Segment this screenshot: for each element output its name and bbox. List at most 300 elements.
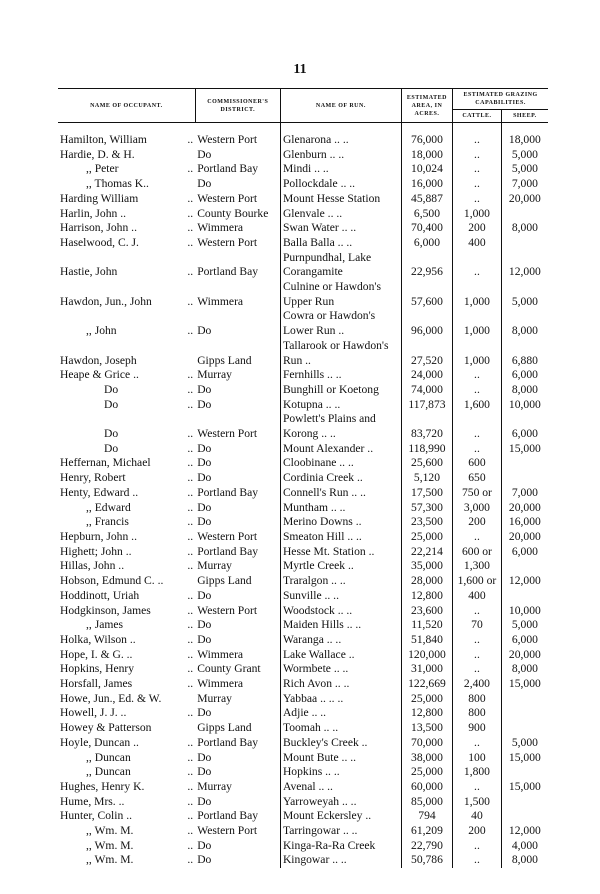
- occupant-cell: [58, 398, 195, 413]
- sheep-cell: 16,000: [501, 515, 548, 530]
- cattle-cell: ..: [453, 853, 502, 868]
- occupant-cell: [58, 368, 195, 383]
- district-cell: Portland Bay: [197, 162, 259, 176]
- district-cell: Do: [197, 500, 212, 514]
- leader-dots: ..: [187, 206, 194, 220]
- sheep-cell: 20,000: [501, 501, 548, 516]
- district-cell: Gipps Land: [197, 721, 252, 735]
- run-cell: Kotupna .. ..: [280, 398, 401, 413]
- area-cell: 18,000: [401, 148, 452, 163]
- occupant-name: Do: [104, 382, 119, 396]
- district-cell: Wimmera: [197, 221, 244, 235]
- occupants-table: [58, 88, 548, 868]
- run-cell: Rich Avon .. ..: [280, 677, 401, 692]
- occupant-cell: [58, 207, 195, 222]
- area-cell: 13,500: [401, 721, 452, 736]
- area-cell: 35,000: [401, 559, 452, 574]
- cattle-cell: 1,000: [453, 309, 502, 338]
- cattle-cell: 200: [453, 221, 502, 236]
- table-row: [58, 618, 548, 633]
- occupant-name: ,, John: [86, 324, 117, 338]
- cattle-cell: 2,400: [453, 677, 502, 692]
- sheep-cell: 12,000: [501, 824, 548, 839]
- occupant-name: Howell, J. J. ..: [60, 706, 127, 720]
- area-cell: 70,400: [401, 221, 452, 236]
- run-cell: Kinga-Ra-Ra Creek: [280, 839, 401, 854]
- area-cell: 118,990: [401, 442, 452, 457]
- table-row: [58, 192, 548, 207]
- area-cell: 57,600: [401, 280, 452, 309]
- run-cell: Cowra or Hawdon's Lower Run ..: [280, 309, 401, 338]
- table-row: [58, 604, 548, 619]
- sheep-cell: 8,000: [501, 383, 548, 398]
- run-cell: Mount Eckersley ..: [280, 809, 401, 824]
- sheep-cell: 7,000: [501, 486, 548, 501]
- occupant-name: Hoddinott, Uriah: [60, 588, 140, 602]
- table-row: [58, 751, 548, 766]
- leader-dots: ..: [187, 632, 194, 646]
- sheep-cell: 6,000: [501, 633, 548, 648]
- run-cell: Glenarona .. ..: [280, 123, 401, 148]
- run-cell: Mount Hesse Station: [280, 192, 401, 207]
- run-cell: Wormbete .. ..: [280, 662, 401, 677]
- occupant-cell: [58, 412, 195, 441]
- cattle-cell: ..: [453, 123, 502, 148]
- occupant-cell: [58, 824, 195, 839]
- sheep-cell: 5,000: [501, 736, 548, 751]
- area-cell: 120,000: [401, 648, 452, 663]
- district-cell: Portland Bay: [197, 544, 259, 558]
- table-row: [58, 471, 548, 486]
- occupant-name: ,, Wm. M.: [86, 838, 134, 852]
- table-row: [58, 530, 548, 545]
- district-cell: Gipps Land: [197, 353, 252, 367]
- district-cell: Do: [197, 397, 212, 411]
- occupant-cell: [58, 604, 195, 619]
- leader-dots: ..: [187, 647, 194, 661]
- table-row: [58, 123, 548, 148]
- area-cell: 85,000: [401, 795, 452, 810]
- occupant-cell: [58, 853, 195, 868]
- area-cell: 12,800: [401, 706, 452, 721]
- table-row: [58, 398, 548, 413]
- run-cell: Glenvale .. ..: [280, 207, 401, 222]
- leader-dots: ..: [187, 544, 194, 558]
- occupant-cell: [58, 309, 195, 338]
- district-cell: Do: [197, 471, 212, 485]
- occupant-cell: [58, 162, 195, 177]
- area-cell: 25,000: [401, 530, 452, 545]
- occupant-name: Hillas, John ..: [60, 559, 125, 573]
- sheep-cell: 20,000: [501, 192, 548, 207]
- run-cell: Bunghill or Koetong: [280, 383, 401, 398]
- cattle-cell: ..: [453, 177, 502, 192]
- area-cell: 11,520: [401, 618, 452, 633]
- leader-dots: ..: [187, 162, 194, 176]
- table-row: [58, 809, 548, 824]
- header-district: COMMISSIONER'S DISTRICT.: [195, 89, 280, 123]
- sheep-cell: 15,000: [501, 751, 548, 766]
- leader-dots: ..: [187, 765, 194, 779]
- run-cell: Kingowar .. ..: [280, 853, 401, 868]
- table-row: [58, 280, 548, 309]
- cattle-cell: 750 or: [453, 486, 502, 501]
- occupant-cell: [58, 662, 195, 677]
- occupant-name: ,, Wm. M.: [86, 853, 134, 867]
- occupant-name: ,, Francis: [86, 515, 129, 529]
- cattle-cell: 200: [453, 824, 502, 839]
- table-row: [58, 162, 548, 177]
- district-cell: Do: [197, 147, 212, 161]
- district-cell: Do: [197, 382, 212, 396]
- occupant-name: Horsfall, James: [60, 677, 133, 691]
- cattle-cell: 1,000: [453, 339, 502, 368]
- occupant-name: Hardie, D. & H.: [60, 147, 135, 161]
- cattle-cell: ..: [453, 368, 502, 383]
- table-body: [58, 123, 548, 869]
- table-row: [58, 853, 548, 868]
- leader-dots: ..: [187, 779, 194, 793]
- run-cell: Tarringowar .. ..: [280, 824, 401, 839]
- occupant-name: Heffernan, Michael: [60, 456, 151, 470]
- table-row: [58, 368, 548, 383]
- run-cell: Culnine or Hawdon's Upper Run: [280, 280, 401, 309]
- cattle-cell: 400: [453, 589, 502, 604]
- occupant-cell: [58, 177, 195, 192]
- run-cell: Connell's Run .. ..: [280, 486, 401, 501]
- area-cell: 22,956: [401, 251, 452, 280]
- cattle-cell: 1,000: [453, 207, 502, 222]
- sheep-cell: 20,000: [501, 530, 548, 545]
- table-row: [58, 207, 548, 222]
- occupant-cell: [58, 677, 195, 692]
- leader-dots: ..: [187, 191, 194, 205]
- sheep-cell: 5,000: [501, 148, 548, 163]
- area-cell: 23,600: [401, 604, 452, 619]
- district-cell: Do: [197, 588, 212, 602]
- occupant-cell: [58, 530, 195, 545]
- leader-dots: ..: [187, 515, 194, 529]
- sheep-cell: 15,000: [501, 677, 548, 692]
- occupant-name: Haselwood, C. J.: [60, 235, 139, 249]
- district-cell: Portland Bay: [197, 485, 259, 499]
- occupant-cell: [58, 339, 195, 368]
- sheep-cell: 5,000: [501, 280, 548, 309]
- occupant-name: ,, Duncan: [86, 750, 131, 764]
- sheep-cell: [501, 692, 548, 707]
- area-cell: 31,000: [401, 662, 452, 677]
- occupant-cell: [58, 442, 195, 457]
- occupant-cell: [58, 501, 195, 516]
- area-cell: 22,790: [401, 839, 452, 854]
- occupant-name: ,, Peter: [86, 162, 119, 176]
- district-cell: Do: [197, 177, 212, 191]
- district-cell: Do: [197, 618, 212, 632]
- district-cell: Western Port: [197, 529, 258, 543]
- sheep-cell: [501, 706, 548, 721]
- table-row: [58, 721, 548, 736]
- sheep-cell: 5,000: [501, 618, 548, 633]
- area-cell: 117,873: [401, 398, 452, 413]
- area-cell: 38,000: [401, 751, 452, 766]
- area-cell: 16,000: [401, 177, 452, 192]
- leader-dots: ..: [187, 235, 194, 249]
- district-cell: Murray: [197, 691, 232, 705]
- cattle-cell: ..: [453, 780, 502, 795]
- occupant-cell: [58, 486, 195, 501]
- sheep-cell: 6,000: [501, 412, 548, 441]
- run-cell: Yarroweyah .. ..: [280, 795, 401, 810]
- district-cell: Do: [197, 765, 212, 779]
- area-cell: 45,887: [401, 192, 452, 207]
- area-cell: 96,000: [401, 309, 452, 338]
- table-row: [58, 824, 548, 839]
- sheep-cell: 8,000: [501, 309, 548, 338]
- district-cell: Do: [197, 515, 212, 529]
- header-occupant: NAME OF OCCUPANT.: [58, 89, 195, 123]
- district-cell: Do: [197, 838, 212, 852]
- cattle-cell: 1,600 or: [453, 574, 502, 589]
- occupant-name: Harding William: [60, 191, 139, 205]
- cattle-cell: ..: [453, 662, 502, 677]
- sheep-cell: 18,000: [501, 123, 548, 148]
- run-cell: Glenburn .. ..: [280, 148, 401, 163]
- leader-dots: ..: [187, 824, 194, 838]
- occupant-cell: [58, 456, 195, 471]
- run-cell: Avenal .. ..: [280, 780, 401, 795]
- occupant-cell: [58, 192, 195, 207]
- cattle-cell: 100: [453, 751, 502, 766]
- table-row: [58, 236, 548, 251]
- leader-dots: ..: [187, 735, 194, 749]
- sheep-cell: [501, 795, 548, 810]
- district-cell: Do: [197, 853, 212, 867]
- area-cell: 25,000: [401, 765, 452, 780]
- district-cell: Do: [197, 632, 212, 646]
- occupant-cell: [58, 515, 195, 530]
- table-row: [58, 501, 548, 516]
- area-cell: 50,786: [401, 853, 452, 868]
- sheep-cell: [501, 456, 548, 471]
- occupant-cell: [58, 809, 195, 824]
- sheep-cell: 8,000: [501, 853, 548, 868]
- area-cell: 794: [401, 809, 452, 824]
- sheep-cell: [501, 765, 548, 780]
- run-cell: Hopkins .. ..: [280, 765, 401, 780]
- area-cell: 25,000: [401, 692, 452, 707]
- occupant-cell: [58, 251, 195, 280]
- run-cell: Smeaton Hill .. ..: [280, 530, 401, 545]
- sheep-cell: 6,000: [501, 368, 548, 383]
- occupant-cell: [58, 280, 195, 309]
- run-cell: Woodstock .. ..: [280, 604, 401, 619]
- cattle-cell: 1,600: [453, 398, 502, 413]
- run-cell: Hesse Mt. Station ..: [280, 545, 401, 560]
- leader-dots: ..: [187, 529, 194, 543]
- district-cell: Do: [197, 441, 212, 455]
- area-cell: 74,000: [401, 383, 452, 398]
- table-row: [58, 177, 548, 192]
- cattle-cell: ..: [453, 530, 502, 545]
- leader-dots: ..: [187, 603, 194, 617]
- leader-dots: ..: [187, 618, 194, 632]
- run-cell: Tallarook or Hawdon's Run ..: [280, 339, 401, 368]
- occupant-name: Hawdon, Jun., John: [60, 294, 152, 308]
- run-cell: Powlett's Plains and Korong .. ..: [280, 412, 401, 441]
- occupant-name: Highett; John ..: [60, 544, 132, 558]
- area-cell: 70,000: [401, 736, 452, 751]
- district-cell: Do: [197, 794, 212, 808]
- leader-dots: ..: [187, 809, 194, 823]
- table-row: [58, 780, 548, 795]
- occupant-name: Hawdon, Joseph: [60, 353, 137, 367]
- cattle-cell: ..: [453, 148, 502, 163]
- district-cell: Portland Bay: [197, 735, 259, 749]
- district-cell: Western Port: [197, 133, 258, 146]
- cattle-cell: 1,800: [453, 765, 502, 780]
- area-cell: 27,520: [401, 339, 452, 368]
- occupant-name: ,, Edward: [86, 500, 131, 514]
- occupant-name: Hodgkinson, James: [60, 603, 151, 617]
- leader-dots: ..: [187, 368, 194, 382]
- run-cell: Mount Bute .. ..: [280, 751, 401, 766]
- cattle-cell: 900: [453, 721, 502, 736]
- occupant-cell: [58, 706, 195, 721]
- sheep-cell: 10,000: [501, 604, 548, 619]
- run-cell: Toomah .. ..: [280, 721, 401, 736]
- district-cell: Wimmera: [197, 677, 244, 691]
- header-sheep: SHEEP.: [501, 110, 548, 123]
- occupant-name: Heape & Grice ..: [60, 368, 139, 382]
- leader-dots: ..: [187, 221, 194, 235]
- sheep-cell: 10,000: [501, 398, 548, 413]
- leader-dots: ..: [187, 838, 194, 852]
- area-cell: 60,000: [401, 780, 452, 795]
- occupant-name: Hoyle, Duncan ..: [60, 735, 139, 749]
- table-row: [58, 148, 548, 163]
- district-cell: Murray: [197, 368, 232, 382]
- sheep-cell: 12,000: [501, 251, 548, 280]
- page-number: 11: [293, 62, 307, 77]
- run-cell: Buckley's Creek ..: [280, 736, 401, 751]
- occupant-name: Hamilton, William: [60, 133, 147, 146]
- occupant-name: ,, Duncan: [86, 765, 131, 779]
- table-row: [58, 456, 548, 471]
- run-cell: Lake Wallace ..: [280, 648, 401, 663]
- occupant-cell: [58, 795, 195, 810]
- run-cell: Mindi .. ..: [280, 162, 401, 177]
- run-cell: Maiden Hills .. ..: [280, 618, 401, 633]
- occupant-name: Hopkins, Henry: [60, 662, 135, 676]
- occupant-name: ,, Wm. M.: [86, 824, 134, 838]
- occupant-cell: [58, 383, 195, 398]
- occupant-cell: [58, 736, 195, 751]
- leader-dots: ..: [187, 471, 194, 485]
- occupant-name: Do: [104, 427, 119, 441]
- area-cell: 5,120: [401, 471, 452, 486]
- leader-dots: ..: [187, 397, 194, 411]
- district-cell: County Grant: [197, 662, 261, 676]
- leader-dots: ..: [187, 794, 194, 808]
- area-cell: 28,000: [401, 574, 452, 589]
- table-row: [58, 633, 548, 648]
- cattle-cell: 3,000: [453, 501, 502, 516]
- area-cell: 83,720: [401, 412, 452, 441]
- table-row: [58, 589, 548, 604]
- sheep-cell: 5,000: [501, 162, 548, 177]
- sheep-cell: 20,000: [501, 648, 548, 663]
- district-cell: Do: [197, 324, 212, 338]
- occupant-name: Do: [104, 397, 119, 411]
- run-cell: Pollockdale .. ..: [280, 177, 401, 192]
- sheep-cell: [501, 236, 548, 251]
- run-cell: Traralgon .. ..: [280, 574, 401, 589]
- table-row: [58, 412, 548, 441]
- sheep-cell: 8,000: [501, 221, 548, 236]
- leader-dots: ..: [187, 706, 194, 720]
- area-cell: 51,840: [401, 633, 452, 648]
- occupant-name: Henty, Edward ..: [60, 485, 139, 499]
- occupant-cell: [58, 765, 195, 780]
- district-cell: Western Port: [197, 191, 258, 205]
- leader-dots: ..: [187, 559, 194, 573]
- run-cell: Myrtle Creek ..: [280, 559, 401, 574]
- cattle-cell: 600: [453, 456, 502, 471]
- cattle-cell: 800: [453, 692, 502, 707]
- occupant-name: Henry, Robert: [60, 471, 126, 485]
- leader-dots: ..: [187, 382, 194, 396]
- occupant-name: Harlin, John ..: [60, 206, 127, 220]
- leader-dots: ..: [187, 294, 194, 308]
- run-cell: Merino Downs ..: [280, 515, 401, 530]
- leader-dots: ..: [187, 456, 194, 470]
- district-cell: Murray: [197, 559, 232, 573]
- district-cell: Western Port: [197, 603, 258, 617]
- sheep-cell: [501, 809, 548, 824]
- area-cell: 12,800: [401, 589, 452, 604]
- table-row: [58, 251, 548, 280]
- cattle-cell: ..: [453, 251, 502, 280]
- area-cell: 57,300: [401, 501, 452, 516]
- table-row: [58, 677, 548, 692]
- occupant-name: Howe, Jun., Ed. & W.: [60, 691, 162, 705]
- leader-dots: ..: [187, 441, 194, 455]
- occupant-cell: [58, 692, 195, 707]
- district-cell: Western Port: [197, 427, 258, 441]
- occupant-name: Hastie, John: [60, 265, 118, 279]
- district-cell: County Bourke: [197, 206, 269, 220]
- occupant-name: Hope, I. & G. ..: [60, 647, 133, 661]
- run-cell: Balla Balla .. ..: [280, 236, 401, 251]
- cattle-cell: 40: [453, 809, 502, 824]
- sheep-cell: 7,000: [501, 177, 548, 192]
- district-cell: Portland Bay: [197, 809, 259, 823]
- run-cell: Muntham .. ..: [280, 501, 401, 516]
- leader-dots: ..: [187, 485, 194, 499]
- occupant-name: Hobson, Edmund C. ..: [60, 574, 164, 588]
- occupant-cell: [58, 148, 195, 163]
- occupant-cell: [58, 236, 195, 251]
- table-row: [58, 795, 548, 810]
- sheep-cell: [501, 471, 548, 486]
- run-cell: Waranga .. ..: [280, 633, 401, 648]
- sheep-cell: 12,000: [501, 574, 548, 589]
- header-run: NAME OF RUN.: [280, 89, 401, 123]
- table-row: [58, 662, 548, 677]
- area-cell: 6,000: [401, 236, 452, 251]
- sheep-cell: 4,000: [501, 839, 548, 854]
- cattle-cell: 650: [453, 471, 502, 486]
